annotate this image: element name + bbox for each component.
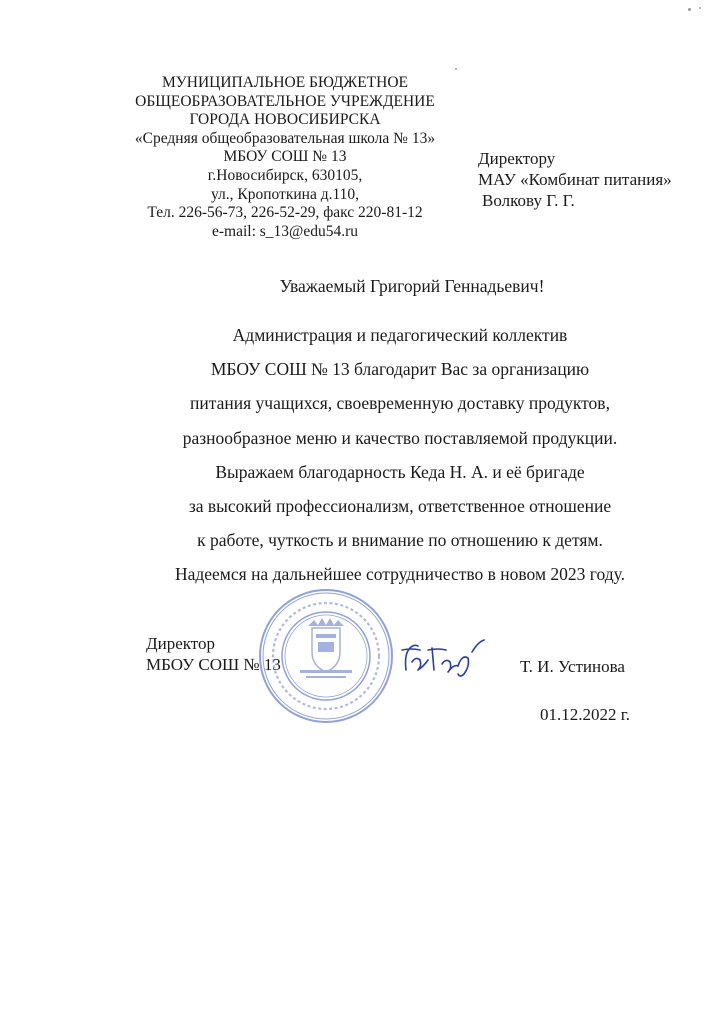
body-line: МБОУ СОШ № 13 благодарит Вас за организацию [210, 359, 590, 380]
letterhead-line: ГОРОДА НОВОСИБИРСКА [189, 111, 381, 129]
scan-speck [688, 8, 691, 11]
addressee-line: МАУ «Комбинат питания» [478, 170, 672, 189]
letterhead-line: e-mail: s_13@edu54.ru [212, 222, 358, 240]
body-line: к работе, чуткость и внимание по отношению к детям. [197, 530, 603, 551]
body-line: Администрация и педагогический коллектив [232, 325, 568, 345]
body-line: Надеемся на дальнейшее сотрудничество в новом 2023 году. [174, 564, 626, 585]
addressee-line: Директору [478, 149, 556, 168]
scan-speck [455, 68, 457, 70]
scan-speck [699, 7, 701, 9]
letter-body [100, 318, 700, 592]
letterhead-line: МБОУ СОШ № 13 [223, 148, 347, 166]
body-line: Выражаем благодарность Кеда Н. А. и её бригаде [215, 461, 585, 482]
body-line: за высокий профессионализм, ответственное отношение [188, 496, 612, 517]
handwritten-signature-icon [398, 636, 488, 678]
letterhead-line: г.Новосибирск, 630105, [207, 166, 363, 184]
body-line: разнообразное меню и качество поставляемой продукции. [182, 427, 618, 448]
signer-name: Т. И. Устинова [520, 657, 625, 676]
salutation: Уважаемый Григорий Геннадьевич! [279, 276, 545, 296]
signer-title [146, 633, 281, 675]
addressee-line: Волкову Г. Г. [482, 191, 575, 210]
letterhead-line: ул., Кропоткина д.110, [210, 185, 360, 203]
letterhead-line: «Средняя общеобразовательная школа № 13» [134, 129, 436, 147]
letterhead-line: Тел. 226-56-73, 226-52-29, факс 220-81-12 [147, 204, 423, 222]
letterhead [95, 74, 475, 241]
addressee-block [478, 148, 718, 211]
letterhead-line: МУНИЦИПАЛЬНОЕ БЮДЖЕТНОЕ [162, 74, 408, 91]
letterhead-line: ОБЩЕОБРАЗОВАТЕЛЬНОЕ УЧРЕЖДЕНИЕ [135, 92, 435, 110]
signer-title-line: Директор [146, 634, 215, 653]
signer-title-line: МБОУ СОШ № 13 [146, 655, 281, 674]
body-line: питания учащихся, своевременную доставку продуктов, [190, 393, 610, 414]
document-date: 01.12.2022 г. [540, 705, 631, 724]
